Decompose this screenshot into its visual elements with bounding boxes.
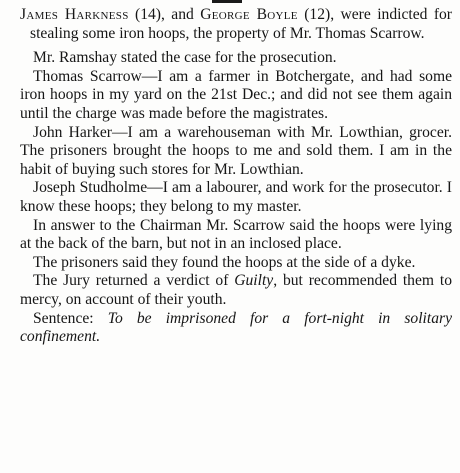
column-rule: [212, 0, 242, 3]
indictment-paragraph: [20, 6, 452, 43]
sentence-label: Sentence:: [33, 309, 108, 327]
verdict-text-after: , but recommended them to mercy, on account of their youth.: [20, 272, 452, 308]
prisoners-statement: The prisoners said they found the hoops at the side of a dyke.: [33, 253, 416, 271]
prosecution-statement: Mr. Ramshay stated the case for the prosecution.: [33, 49, 337, 67]
testimony-scarrow: Thomas Scarrow—I am a farmer in Botchergate, and had some iron hoops in my yard on the 21st Dec.; and did not see them again until the charge was made before the magistrates.: [20, 67, 452, 122]
indictment-text: (12), were indicted for stealing some iron hoops, the property of Mr. Thomas Scarrow.: [30, 6, 452, 42]
chairman-answer: In answer to the Chairman Mr. Scarrow said the hoops were lying at the back of the barn, but not in an inclosed place.: [20, 216, 452, 253]
sentence-text: To be imprisoned for a fort-night in solitary confinement.: [20, 309, 452, 346]
jury-verdict: [20, 272, 452, 309]
defendant-age-text: (14), and: [128, 6, 201, 23]
court-report-article: [20, 6, 452, 347]
defendant-name: George Boyle: [200, 6, 298, 23]
testimony-studholme: Joseph Studholme—I am a labourer, and work for the prosecutor. I know these hoops; they belong to my master.: [20, 179, 452, 215]
verdict-word: Guilty: [234, 272, 274, 290]
defendant-name: James Harkness: [20, 6, 129, 23]
sentence: [20, 310, 452, 347]
testimony-harker: John Harker—I am a warehouseman with Mr. Lowthian, grocer. The prisoners brought the hoops to me and sold them. I am in the habit of buying such stores for Mr. Lowthian.: [20, 123, 452, 178]
verdict-text: The Jury returned a verdict of: [33, 272, 235, 290]
